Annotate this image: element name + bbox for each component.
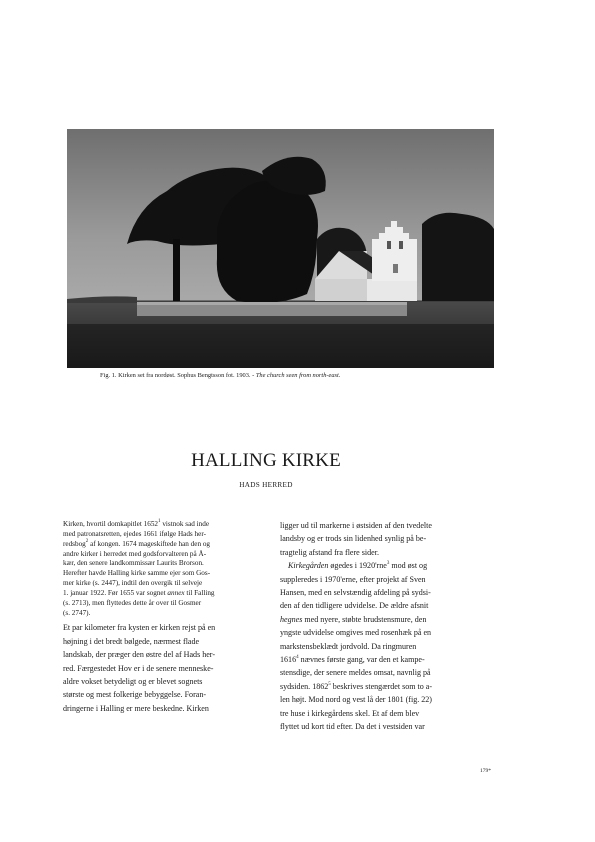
text-line: 1. januar 1922. Før 1655 var sognet annex til Falling (63, 588, 215, 597)
text-line: mer kirke (s. 2447), indtil den overgik til selveje (63, 579, 203, 588)
text-line: 1616$^4$ nævnes første gang, var den et kampe- (280, 655, 425, 665)
text-line: Kirken, hvortil domkapitlet 1652$^1$ vistnok sad inde (63, 519, 210, 528)
footnote-ref: 3 (386, 561, 390, 567)
text-line: stensdige, der senere meldes omsat, navnlig på (280, 668, 431, 678)
page-number: 179* (480, 768, 491, 774)
church-photograph (67, 129, 494, 368)
text-line: kær, den senere landkommissær Laurits Brorson. (63, 559, 204, 568)
text-line: største og mest folkerige bebyggelse. Foran- (63, 690, 207, 700)
text-line: Herefter havde Halling kirke samme ejer som Gos- (63, 569, 211, 578)
history-paragraph (63, 520, 241, 618)
left-column (63, 520, 241, 715)
keyword-hegnes: hegnes (280, 614, 303, 624)
text-line: red. Færgestedet Hov er i de senere menneske- (63, 663, 214, 673)
text-line: yngste udvidelse omgives med rosenhæk på en (280, 628, 432, 638)
text-line: ligger ud til markerne i østsiden af den tvedelte (280, 521, 432, 530)
text-line: landsby og er trods sin lidenhed synlig på be- (280, 534, 427, 544)
keyword-kirkegarden: Kirkegården (288, 561, 329, 571)
text-line: sydsiden. 1862$^5$ beskrives stengærdet som to a- (280, 681, 433, 691)
text-line: tragtelig afstand fra flere sider. (280, 547, 379, 557)
text-line: hegnes med nyere, støbte brudstensmure, den (280, 614, 427, 624)
caption-text: Fig. 1. Kirken set fra nordøst. Sophus Bengtsson fot. 1903. - (100, 372, 256, 379)
text-line: højning i det bredt bølgede, nærmest flade (63, 636, 200, 646)
figure-caption (100, 372, 500, 380)
text-line: dringerne i Halling er mere beskedne. Kirken (63, 703, 209, 713)
footnote-ref: 5 (328, 681, 331, 687)
text-line: Et par kilometer fra kysten er kirken rejst på en (63, 623, 216, 633)
page-title: HALLING KIRKE (191, 450, 341, 471)
text-line: flyttet ud kort tid efter. Da det i vestsiden var (280, 722, 425, 732)
text-line: Hansen, med en selvstændig afdeling på sydsi- (280, 588, 431, 598)
text-line: redsbog$^2$ af kongen. 1674 mageskiftede han den og (63, 538, 211, 548)
text-line: landskab, der præger den østre del af Hads her- (63, 650, 216, 660)
text-line: suppleredes i 1970'erne, efter projekt af Sven (280, 574, 426, 584)
text-line: med patronatsretten, ejedes 1661 ifølge Hads her- (63, 529, 206, 538)
text-line: markstensbeklædt jordvold. Da ringmuren (280, 641, 417, 651)
right-column (280, 519, 458, 734)
text-line: aldre vokset betydeligt og er blevet sognets (63, 677, 203, 687)
landscape-paragraph (63, 621, 241, 715)
footnote-ref: 2 (85, 538, 89, 544)
caption-english: The church seen from north-east. (255, 372, 341, 379)
text-line: len højt. Mod nord og vest lå der 1801 (fig. 22) (280, 695, 432, 705)
footnote-ref: 1 (158, 519, 161, 524)
footnote-ref: 4 (296, 655, 299, 661)
text-line: Kirkegården øgedes i 1920'rne$^3$ mod øst og (288, 561, 428, 571)
text-line: den af den tidligere udvidelse. De ældre afsnit (280, 601, 429, 611)
text-line: tre huse i kirkegårdens skel. Et af dem blev (280, 708, 420, 718)
text-line: andre kirker i herredet med godsforvalteren på Å- (63, 549, 207, 558)
page-subtitle: HADS HERRED (239, 481, 293, 489)
text-line: (s. 2713), men flyttedes dette år over til Gosmer (63, 598, 202, 607)
text-line: (s. 2747). (63, 608, 91, 617)
